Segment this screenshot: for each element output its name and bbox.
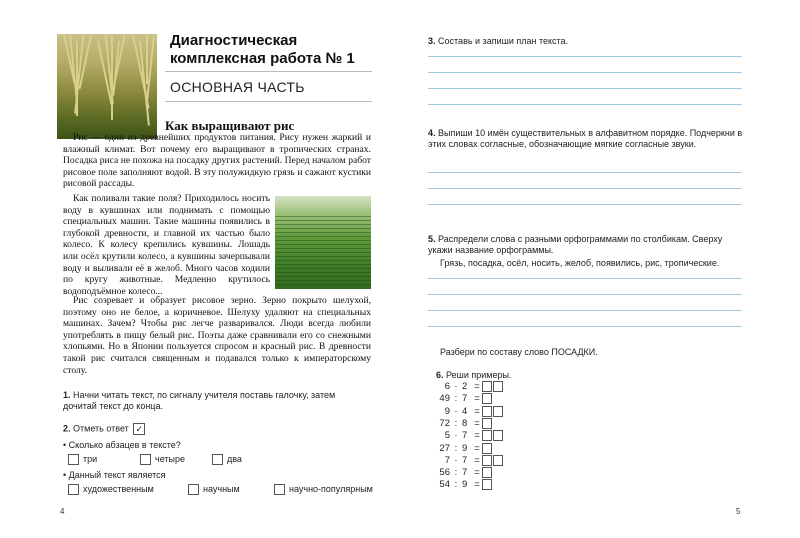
question-text: Начни читать текст, по сигналу учителя поставь галочку, затем дочитай текст до конца. <box>63 390 336 411</box>
field-row <box>275 280 371 281</box>
field-row <box>275 264 371 265</box>
option-label: четыре <box>155 454 185 464</box>
math-operator: : <box>454 393 458 405</box>
math-operator: : <box>454 479 458 491</box>
math-operand: 7 <box>462 430 468 442</box>
math-operand: 54 <box>439 479 450 491</box>
page-number: 5 <box>736 507 741 516</box>
math-operand: 6 <box>444 381 450 393</box>
option-label: художественным <box>83 484 154 494</box>
math-operand: 5 <box>444 430 450 442</box>
question-number: 2. <box>63 423 71 434</box>
math-example <box>436 418 493 429</box>
paragraph-3: Рис созревает и образует рисовое зерно. Зерно покрыто шелухой, поэтому оно не белое, а коричневое. Шелуху удаляют на специальных машинах. Зачем? Чтобы рис легче разваривался. Люди всегда любили употреблять в пищу белый рис. Поэты даже сравнивали его со снежными хлопьями. Но в Японии пользуется спросом и красный рис. В древности такой рис считался священным и подавался только к императорскому столу. <box>63 295 371 376</box>
math-operator: : <box>454 417 458 429</box>
question-text: Отметь ответ <box>73 423 129 434</box>
question-4 <box>428 128 744 150</box>
bullet-question: • Данный текст является <box>63 470 166 480</box>
checkbox[interactable] <box>68 454 79 465</box>
math-operand: 9 <box>444 405 450 417</box>
math-operand: 7 <box>462 467 468 479</box>
equals-sign: = <box>474 454 480 466</box>
paragraph-2: Как поливали такие поля? Приходилось носить воду в кувшинах или поднимать с помощью специальных машин. Такие машины появились в глубокой древности, и главной их частью было колесо. К колесу крепились кувшины. Лошадь или осёл крутили колесо, а кувшины зачерпывали воду и выливали её в желоб. Много часов ходили по кругу животные. Медленно крутилось водоподъёмное колесо... <box>63 193 270 297</box>
math-operand: 49 <box>439 393 450 405</box>
math-operand: 27 <box>439 442 450 454</box>
option-label: научным <box>203 484 240 494</box>
checkbox[interactable] <box>140 454 151 465</box>
page-title: Диагностическая комплексная работа № 1 <box>170 32 355 67</box>
math-operator: : <box>454 467 458 479</box>
answer-box[interactable] <box>482 406 492 417</box>
field-row <box>275 224 371 225</box>
writing-line[interactable] <box>428 72 742 73</box>
question-text: Составь и запиши план текста. <box>438 36 569 46</box>
equals-sign: = <box>474 381 480 393</box>
field-row <box>275 232 371 233</box>
math-operand: 72 <box>439 417 450 429</box>
question-number: 3. <box>428 36 436 46</box>
field-row <box>275 260 371 261</box>
question-5 <box>428 234 744 256</box>
math-example <box>436 381 504 392</box>
question-text: Реши примеры. <box>446 370 512 380</box>
math-operand: 7 <box>444 454 450 466</box>
section-title: ОСНОВНАЯ ЧАСТЬ <box>170 79 305 95</box>
math-operand: 4 <box>462 405 468 417</box>
field-row <box>275 240 371 241</box>
question-number: 4. <box>428 128 436 138</box>
question-text: Распредели слова с разными орфограммами по столбикам. Сверху укажи название орфограммы. <box>428 234 723 255</box>
equals-sign: = <box>474 479 480 491</box>
answer-option[interactable] <box>188 484 240 495</box>
field-row <box>275 248 371 249</box>
word-list: Грязь, посадка, осёл, носить, желоб, появились, рис, тропические. <box>440 258 720 268</box>
math-operand: 2 <box>462 381 468 393</box>
math-example <box>436 443 493 454</box>
field-row <box>275 276 371 277</box>
math-operator: : <box>454 442 458 454</box>
answer-box[interactable] <box>493 455 503 466</box>
text-title: Как выращивают рис <box>165 118 295 133</box>
answer-box[interactable] <box>482 443 492 454</box>
math-example <box>436 455 504 466</box>
math-operator: · <box>454 405 458 417</box>
math-operand: 9 <box>462 442 468 454</box>
answer-box[interactable] <box>482 467 492 478</box>
math-operand: 7 <box>462 393 468 405</box>
math-example <box>436 393 493 404</box>
answer-box[interactable] <box>493 406 503 417</box>
question-text: Выпиши 10 имён существительных в алфавитном порядке. Подчеркни в этих словах согласные, обозначающие мягкие согласные звуки. <box>428 128 743 149</box>
field-row <box>275 220 371 221</box>
equals-sign: = <box>474 405 480 417</box>
divider <box>165 71 372 72</box>
rice-plant-image <box>57 34 157 139</box>
writing-line[interactable] <box>428 56 742 57</box>
writing-line[interactable] <box>428 104 742 105</box>
math-operand: 7 <box>462 454 468 466</box>
math-operand: 9 <box>462 479 468 491</box>
answer-option[interactable] <box>212 454 242 465</box>
math-operator: · <box>454 454 458 466</box>
math-operand: 56 <box>439 467 450 479</box>
parse-task: Разбери по составу слово ПОСАДКИ. <box>440 347 598 357</box>
equals-sign: = <box>474 442 480 454</box>
answer-option[interactable] <box>68 454 97 465</box>
writing-line[interactable] <box>428 204 742 205</box>
rice-stalk <box>111 35 113 120</box>
question-2 <box>63 423 145 435</box>
math-example <box>436 430 504 441</box>
field-row <box>275 216 371 217</box>
equals-sign: = <box>474 393 480 405</box>
field-row <box>275 256 371 257</box>
answer-box[interactable] <box>482 418 492 429</box>
question-3 <box>428 36 568 47</box>
writing-line[interactable] <box>428 310 742 311</box>
writing-line[interactable] <box>428 294 742 295</box>
field-row <box>275 228 371 229</box>
rice-field-image <box>275 196 371 289</box>
equals-sign: = <box>474 430 480 442</box>
answer-option[interactable] <box>68 484 154 495</box>
equals-sign: = <box>474 417 480 429</box>
answer-option[interactable] <box>274 484 373 495</box>
writing-line[interactable] <box>428 88 742 89</box>
question-6 <box>436 370 511 381</box>
writing-line[interactable] <box>428 326 742 327</box>
writing-line[interactable] <box>428 188 742 189</box>
checkbox[interactable] <box>274 484 285 495</box>
answer-box[interactable] <box>482 393 492 404</box>
checkbox[interactable] <box>188 484 199 495</box>
answer-box[interactable] <box>482 455 492 466</box>
question-1 <box>63 390 371 412</box>
option-label: научно-популярным <box>289 484 373 494</box>
math-example <box>436 406 504 417</box>
answer-box[interactable] <box>482 479 492 490</box>
check-mark-box: ✓ <box>133 423 145 435</box>
answer-box[interactable] <box>482 381 492 392</box>
checkbox[interactable] <box>68 484 79 495</box>
answer-option[interactable] <box>140 454 185 465</box>
field-row <box>275 236 371 237</box>
field-row <box>275 284 371 285</box>
paragraph-1: Рис — один из древнейших продуктов питания. Рису нужен жаркий и влажный климат. Вот почему его выращивают в тропических странах. Посадка риса не похожа на посадку других растений. Перед началом работ рисовое поле заполняют водой. В эту полужидкую грязь и сажают кустики рисовой рассады. <box>63 132 371 190</box>
page-number: 4 <box>60 507 65 516</box>
field-row <box>275 272 371 273</box>
answer-box[interactable] <box>482 430 492 441</box>
answer-box[interactable] <box>493 430 503 441</box>
option-label: два <box>227 454 242 464</box>
equals-sign: = <box>474 467 480 479</box>
math-operator: · <box>454 430 458 442</box>
answer-box[interactable] <box>493 381 503 392</box>
option-label: три <box>83 454 98 464</box>
writing-line[interactable] <box>428 172 742 173</box>
writing-line[interactable] <box>428 278 742 279</box>
math-example <box>436 479 493 490</box>
checkbox[interactable] <box>212 454 223 465</box>
bullet-question: • Сколько абзацев в тексте? <box>63 440 181 450</box>
question-number: 1. <box>63 390 71 400</box>
math-example <box>436 467 493 478</box>
field-row <box>275 244 371 245</box>
field-row <box>275 268 371 269</box>
math-operator: · <box>454 381 458 393</box>
question-number: 5. <box>428 234 436 244</box>
question-number: 6. <box>436 370 444 380</box>
field-row <box>275 252 371 253</box>
math-operand: 8 <box>462 417 468 429</box>
divider <box>165 101 372 102</box>
